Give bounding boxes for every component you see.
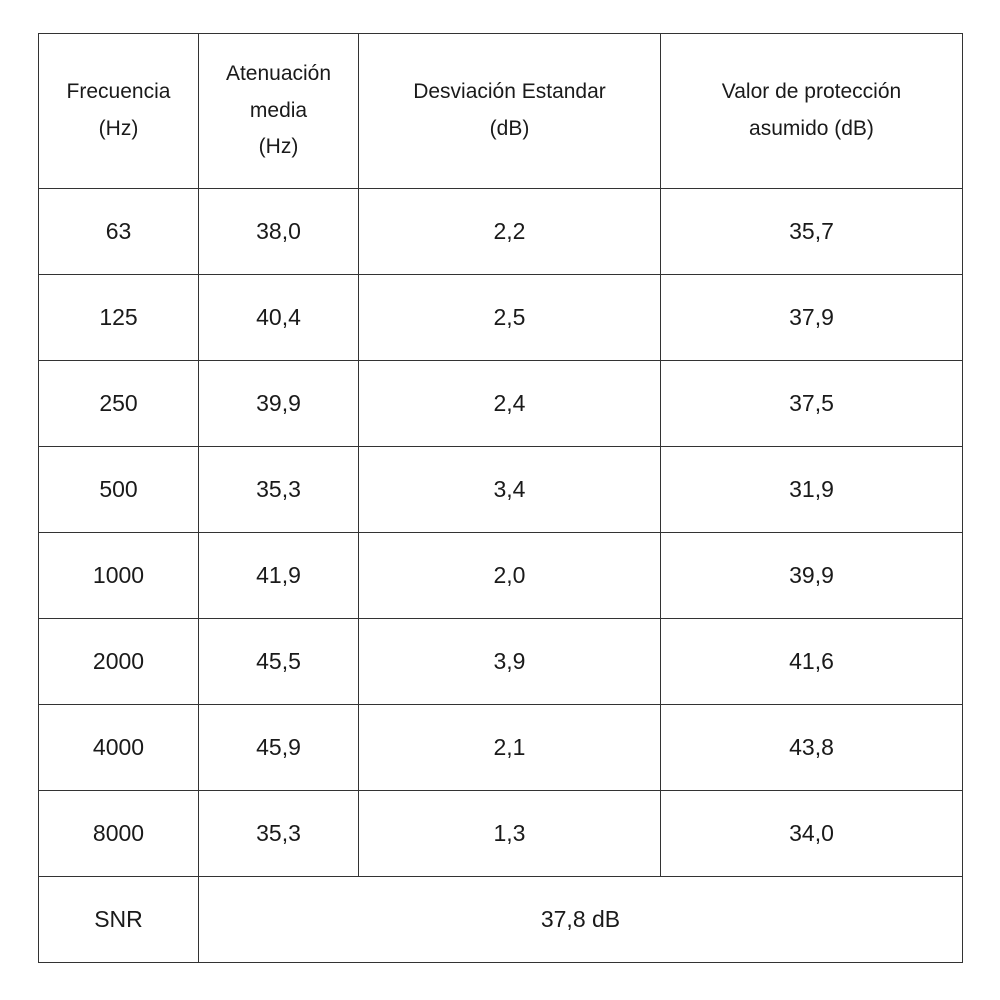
cell-assumed-protection: 41,6 [661, 619, 963, 705]
header-mean-attenuation-line-1: Atenuación [225, 61, 332, 85]
cell-mean-attenuation: 41,9 [199, 533, 359, 619]
header-assumed-protection [661, 34, 963, 189]
cell-mean-attenuation: 45,9 [199, 705, 359, 791]
table-row [39, 705, 963, 791]
table-row [39, 189, 963, 275]
header-frequency [39, 34, 199, 189]
cell-assumed-protection: 31,9 [661, 447, 963, 533]
table-row [39, 791, 963, 877]
snr-row [39, 877, 963, 963]
attenuation-table [38, 33, 963, 963]
cell-standard-deviation: 3,4 [359, 447, 661, 533]
cell-mean-attenuation: 39,9 [199, 361, 359, 447]
attenuation-table-container [38, 33, 963, 963]
table-row [39, 447, 963, 533]
header-assumed-protection-line-2: asumido (dB) [749, 117, 874, 140]
header-standard-deviation-line-2: (dB) [489, 117, 530, 140]
cell-mean-attenuation: 35,3 [199, 791, 359, 877]
cell-standard-deviation: 2,1 [359, 705, 661, 791]
snr-label: SNR [39, 877, 199, 963]
cell-mean-attenuation: 45,5 [199, 619, 359, 705]
header-standard-deviation-line-1: Desviación Estandar [413, 80, 606, 104]
table-row [39, 275, 963, 361]
cell-standard-deviation: 2,2 [359, 189, 661, 275]
cell-standard-deviation: 3,9 [359, 619, 661, 705]
cell-mean-attenuation: 40,4 [199, 275, 359, 361]
cell-frequency: 250 [39, 361, 199, 447]
cell-assumed-protection: 34,0 [661, 791, 963, 877]
header-mean-attenuation-line-3: (Hz) [258, 135, 299, 159]
cell-standard-deviation: 2,0 [359, 533, 661, 619]
cell-standard-deviation: 2,5 [359, 275, 661, 361]
cell-assumed-protection: 37,5 [661, 361, 963, 447]
cell-mean-attenuation: 38,0 [199, 189, 359, 275]
cell-frequency: 1000 [39, 533, 199, 619]
cell-assumed-protection: 37,9 [661, 275, 963, 361]
header-standard-deviation [359, 34, 661, 189]
header-frequency-line-2: (Hz) [98, 117, 139, 140]
cell-assumed-protection: 35,7 [661, 189, 963, 275]
cell-mean-attenuation: 35,3 [199, 447, 359, 533]
header-assumed-protection-line-1: Valor de protección [721, 80, 902, 104]
header-row [39, 34, 963, 189]
header-mean-attenuation [199, 34, 359, 189]
header-mean-attenuation-line-2: media [249, 98, 308, 122]
cell-assumed-protection: 43,8 [661, 705, 963, 791]
cell-frequency: 4000 [39, 705, 199, 791]
table-row [39, 361, 963, 447]
cell-frequency: 500 [39, 447, 199, 533]
cell-standard-deviation: 2,4 [359, 361, 661, 447]
cell-frequency: 8000 [39, 791, 199, 877]
cell-frequency: 63 [39, 189, 199, 275]
table-row [39, 533, 963, 619]
cell-frequency: 125 [39, 275, 199, 361]
table-row [39, 619, 963, 705]
cell-standard-deviation: 1,3 [359, 791, 661, 877]
cell-assumed-protection: 39,9 [661, 533, 963, 619]
snr-value: 37,8 dB [199, 877, 963, 963]
header-frequency-line-1: Frecuencia [66, 80, 171, 104]
cell-frequency: 2000 [39, 619, 199, 705]
